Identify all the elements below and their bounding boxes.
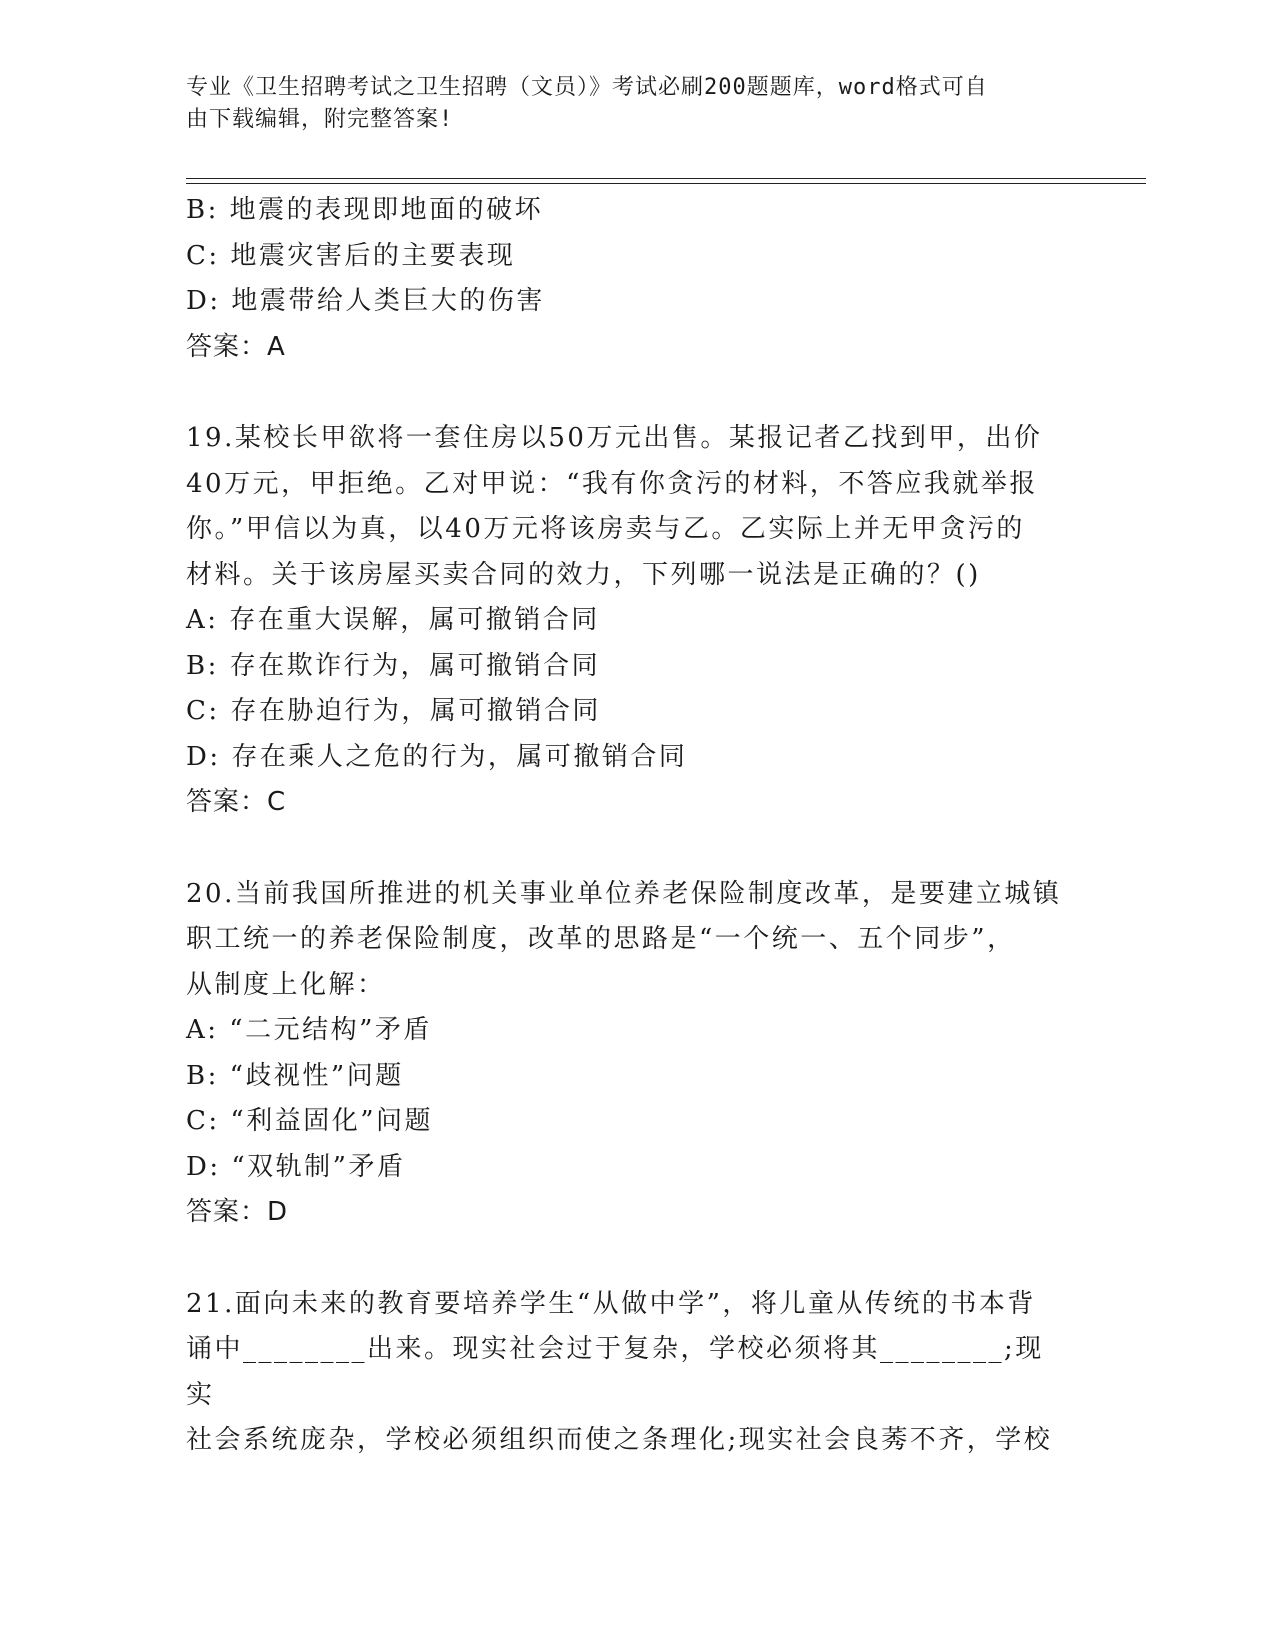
option-a: A: 存在重大误解，属可撤销合同 bbox=[186, 605, 600, 635]
answer-line: 答案：D bbox=[186, 1197, 289, 1227]
document-header bbox=[186, 72, 1066, 136]
question-stem-line: 材料。关于该房屋买卖合同的效力，下列哪一说法是正确的？() bbox=[186, 559, 981, 590]
question-stem-line: 诵中________出来。现实社会过于复杂，学校必须将其________;现实 bbox=[186, 1334, 1044, 1410]
question-stem-line: 19.某校长甲欲将一套住房以50万元出售。某报记者乙找到甲，出价 bbox=[186, 423, 1043, 453]
question-19 bbox=[186, 416, 1066, 826]
question-stem-line: 你。”甲信以为真，以40万元将该房卖与乙。乙实际上并无甲贪污的 bbox=[186, 514, 1025, 544]
header-rule-top bbox=[186, 178, 1146, 179]
option-b: B: 地震的表现即地面的破坏 bbox=[186, 195, 544, 225]
question-stem-line: 40万元，甲拒绝。乙对甲说：“我有你贪污的材料，不答应我就举报 bbox=[186, 468, 1038, 499]
question-18-tail bbox=[186, 188, 1066, 370]
header-line-1: 专业《卫生招聘考试之卫生招聘（文员）》考试必刷200题题库，word格式可自 bbox=[186, 75, 988, 100]
question-stem-line: 职工统一的养老保险制度，改革的思路是“一个统一、五个同步”， bbox=[186, 924, 1016, 954]
question-stem-line: 从制度上化解： bbox=[186, 969, 386, 1000]
option-d: D: “双轨制”矛盾 bbox=[186, 1151, 406, 1182]
spacer bbox=[186, 370, 1066, 416]
option-b: B: “歧视性”问题 bbox=[186, 1060, 404, 1091]
option-d: D: 地震带给人类巨大的伤害 bbox=[186, 286, 545, 316]
question-stem-line: 20.当前我国所推进的机关事业单位养老保险制度改革，是要建立城镇 bbox=[186, 878, 1062, 909]
spacer bbox=[186, 1236, 1066, 1282]
question-21 bbox=[186, 1282, 1066, 1464]
option-d: D: 存在乘人之危的行为，属可撤销合同 bbox=[186, 741, 688, 772]
question-stem-line: 社会系统庞杂，学校必须组织而使之条理化;现实社会良莠不齐，学校 bbox=[186, 1425, 1053, 1455]
question-stem-line: 21.面向未来的教育要培养学生“从做中学”，将儿童从传统的书本背 bbox=[186, 1288, 1036, 1319]
option-b: B: 存在欺诈行为，属可撤销合同 bbox=[186, 650, 601, 681]
answer-line: 答案：C bbox=[186, 787, 287, 817]
document-body bbox=[186, 188, 1066, 1464]
option-a: A: “二元结构”矛盾 bbox=[186, 1015, 432, 1045]
option-c: C: 地震灾害后的主要表现 bbox=[186, 240, 516, 271]
question-20 bbox=[186, 872, 1066, 1236]
option-c: C: “利益固化”问题 bbox=[186, 1106, 434, 1136]
option-c: C: 存在胁迫行为，属可撤销合同 bbox=[186, 696, 601, 726]
spacer bbox=[186, 826, 1066, 872]
answer-line: 答案：A bbox=[186, 331, 286, 362]
header-line-2: 由下载编辑，附完整答案! bbox=[186, 107, 454, 132]
header-rule-bottom bbox=[186, 183, 1146, 184]
